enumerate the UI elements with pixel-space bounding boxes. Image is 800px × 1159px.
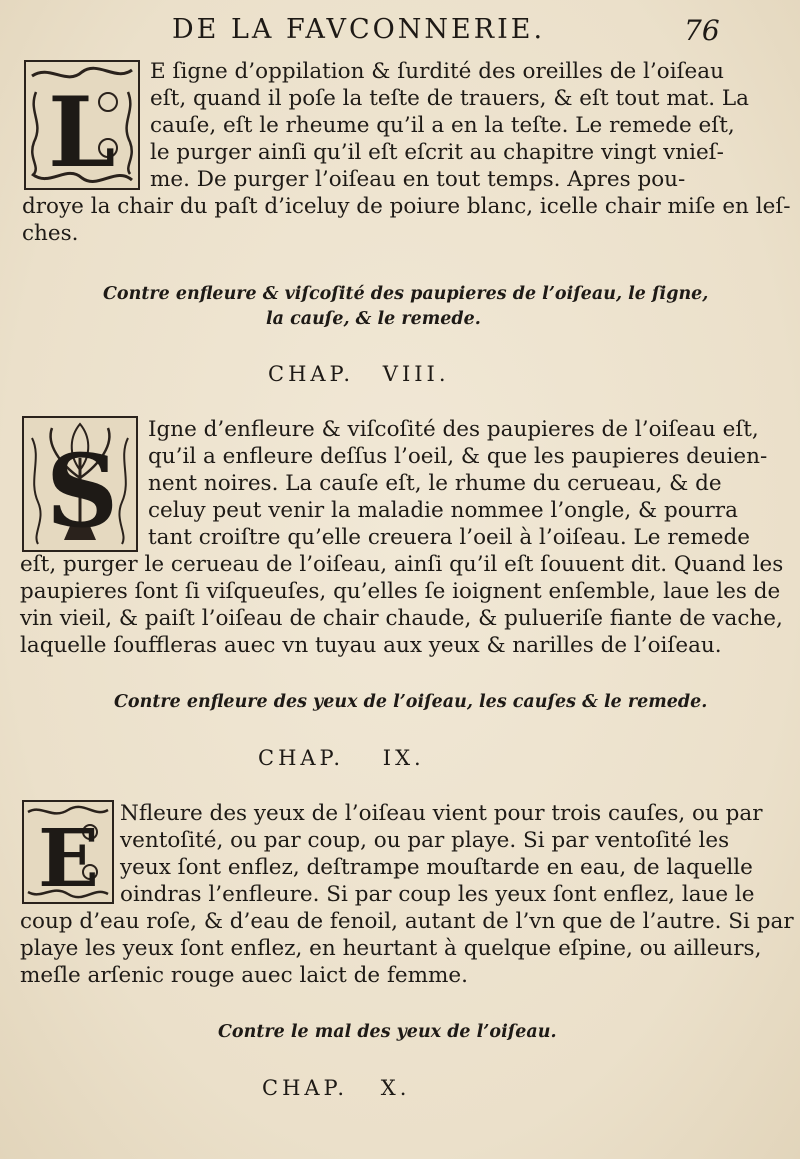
page-number: 76 — [684, 14, 720, 47]
text-line: le purger ainſi qu’il eſt eſcrit au chapitre vingt vnieſ- — [150, 140, 724, 165]
text-line: playe les yeux ſont enflez, en heurtant à quelque eſpine, ou ailleurs, — [20, 936, 762, 961]
text-line: vin vieil, & paiſt l’oiſeau de chair chaude, & pulueriſe fiante de vache, — [20, 606, 783, 631]
text-line: celuy peut venir la maladie nommee l’ongle, & pourra — [148, 498, 738, 523]
chapter-heading-10 — [262, 1076, 410, 1100]
rubric-paupieres-line2 — [266, 309, 481, 329]
text-line: Igne d’enfleure & viſcoſité des paupieres de l’oiſeau eſt, — [148, 417, 759, 442]
paragraph-enfleure-yeux — [120, 800, 763, 908]
text-line: coup d’eau roſe, & d’eau de fenoil, autant de l’vn que de l’autre. Si par — [20, 909, 794, 934]
rubric-line: Contre le mal des yeux de l’oiſeau. — [218, 1022, 557, 1042]
text-line: E ſigne d’oppilation & ſurdité des oreilles de l’oiſeau — [150, 59, 724, 84]
text-line: qu’il a enfleure deſſus l’oeil, & que les paupieres deuien- — [148, 444, 768, 469]
paragraph-oppilation-continued — [22, 193, 791, 247]
text-line: nent noires. La cauſe eſt, le rhume du cerueau, & de — [148, 471, 722, 496]
decorated-initial-l — [24, 60, 140, 190]
paragraph-enfleure-paupieres-continued — [20, 551, 784, 659]
rubric-enfleure-yeux — [114, 692, 707, 712]
text-line: paupieres ſont ſi viſqueuſes, qu’elles ſe ioignent enſemble, laue les de — [20, 579, 781, 604]
chapter-heading-9 — [258, 746, 425, 770]
text-line: oindras l’enfleure. Si par coup les yeux ſont enflez, laue le — [120, 882, 755, 907]
text-line: eſt, purger le cerueau de l’oiſeau, ainſi qu’il eſt ſouuent dit. Quand les — [20, 552, 784, 577]
chapter-label: CHAP. — [262, 1076, 349, 1100]
text-line: me. De purger l’oiſeau en tout temps. Apres pou- — [150, 167, 686, 192]
page-header — [0, 14, 800, 48]
paragraph-enfleure-paupieres — [148, 416, 768, 551]
initial-letter-s: S — [46, 432, 119, 550]
chapter-label: CHAP. — [268, 362, 355, 386]
chapter-number: IX. — [382, 746, 425, 770]
rubric-line: Contre enfleure & viſcoſité des paupieres de l’oiſeau, le ſigne, — [103, 284, 709, 304]
decorated-initial-s — [22, 416, 138, 552]
text-line: tant croiſtre qu’elle creuera l’oeil à l’oiſeau. Le remede — [148, 525, 750, 550]
text-line: laquelle ſouffleras auec vn tuyau aux yeux & narilles de l’oiſeau. — [20, 633, 722, 658]
chapter-label: CHAP. — [258, 746, 345, 770]
rubric-line: Contre enfleure des yeux de l’oiſeau, les cauſes & le remede. — [114, 692, 708, 712]
text-line: Nfleure des yeux de l’oiſeau vient pour trois cauſes, ou par — [120, 801, 763, 826]
text-line: eſt, quand il poſe la teſte de trauers, & eſt tout mat. La — [150, 86, 749, 111]
initial-letter-l: L — [48, 76, 116, 188]
running-title: DE LA FAVCONNERIE. — [172, 14, 546, 45]
rubric-mal-yeux — [218, 1022, 557, 1042]
text-line: cauſe, eſt le rheume qu’il a en la teſte. Le remede eſt, — [150, 113, 735, 138]
text-line: yeux ſont enflez, deſtrampe mouſtarde en eau, de laquelle — [120, 855, 753, 880]
text-line: ventoſité, ou par coup, ou par playe. Si par ventoſité les — [120, 828, 730, 853]
rubric-line: la cauſe, & le remede. — [266, 309, 481, 329]
text-line: meſle arſenic rouge auec laict de femme. — [20, 963, 468, 988]
chapter-number: X. — [380, 1076, 411, 1100]
rubric-paupieres — [103, 284, 708, 304]
initial-letter-e: E — [38, 811, 99, 902]
chapter-number: VIII. — [382, 362, 450, 386]
paragraph-enfleure-yeux-continued — [20, 908, 794, 989]
text-line: ches. — [22, 221, 79, 246]
chapter-heading-8 — [268, 362, 450, 386]
decorated-initial-e — [22, 800, 114, 904]
paragraph-oppilation — [150, 58, 749, 193]
text-line: droye la chair du paſt d’iceluy de poiure blanc, icelle chair miſe en leſ- — [22, 194, 791, 219]
